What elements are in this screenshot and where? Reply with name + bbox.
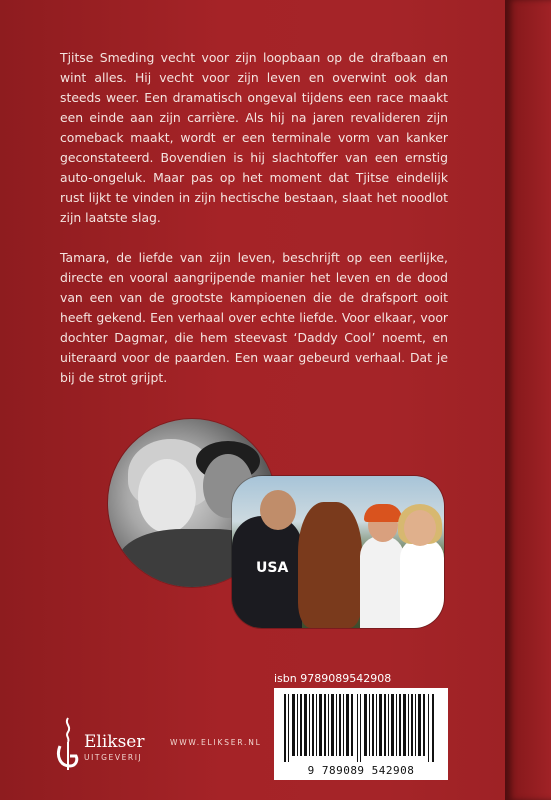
publisher-subtitle: UITGEVERIJ xyxy=(84,753,143,762)
blurb-text xyxy=(60,48,448,408)
publisher-website: WWW.ELIKSER.NL xyxy=(170,738,262,747)
barcode xyxy=(274,688,448,780)
horse-family-photo xyxy=(232,476,444,628)
shirt-print-text: USA xyxy=(256,560,289,576)
publisher-emblem-icon xyxy=(54,716,82,772)
publisher-logo xyxy=(54,716,174,776)
publisher-name: Elikser xyxy=(84,732,145,752)
barcode-bars xyxy=(282,694,440,762)
spine-edge xyxy=(505,0,551,800)
blurb-paragraph-1: Tjitse Smeding vecht voor zijn loopbaan op de drafbaan en wint alles. Hij vecht voor zijn leven en overwint ook dan steeds weer. Een dramatisch ongeval tijdens een race maakt een einde aan zijn carrière. Als hij na jaren revalideren zijn comeback maakt, wordt er een terminale vorm van kanker geconstateerd. Bovendien is hij slachtoffer van een ernstig auto-ongeluk. Maar pas op het moment dat Tjitse eindelijk rust lijkt te vinden in zijn hectische bestaan, slaat het noodlot zijn laatste slag. xyxy=(60,50,448,225)
barcode-number: 9 789089 542908 xyxy=(307,764,415,777)
isbn-label: isbn 9789089542908 xyxy=(274,672,392,685)
blurb-paragraph-2: Tamara, de liefde van zijn leven, beschrijft op een eerlijke, directe en vooral aangrijpende manier het leven en de dood van een van de grootste kampioenen die de drafsport ooit heeft gekend. Een verhaal over echte liefde. Voor elkaar, voor dochter Dagmar, die hem steevast ‘Daddy Cool’ noemt, en uiteraard voor de paarden. Een waar gebeurd verhaal. Dat je bij de strot grijpt. xyxy=(60,250,448,385)
